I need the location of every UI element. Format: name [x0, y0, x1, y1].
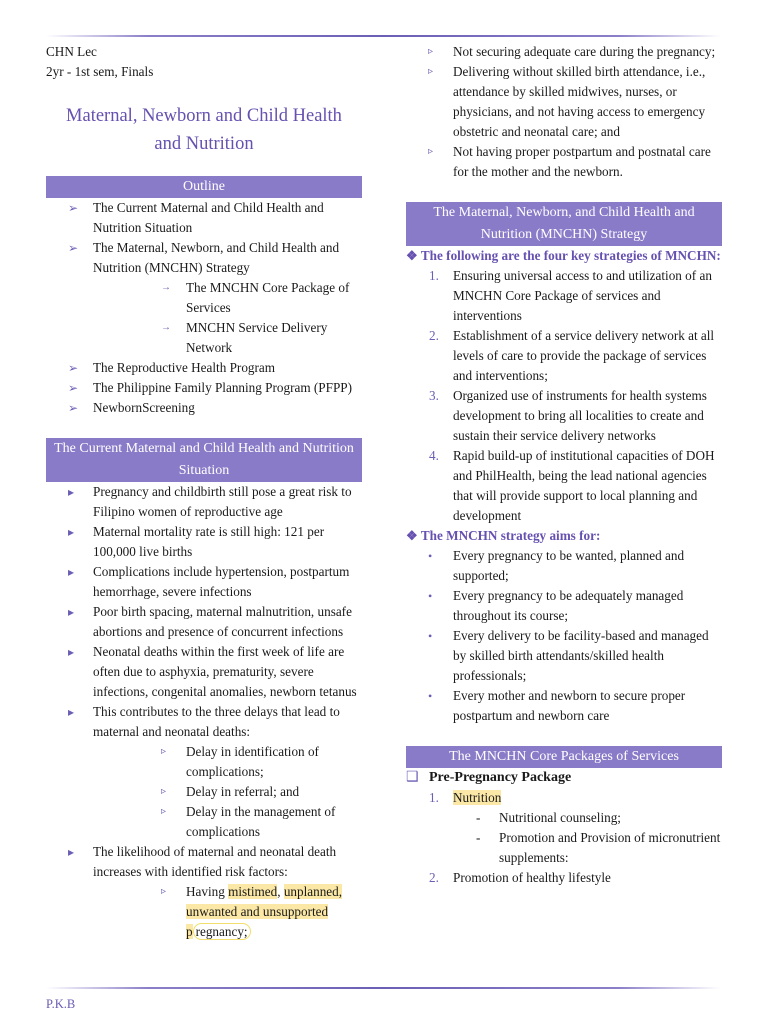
triangle-bullet-icon: ▸: [68, 705, 75, 719]
checkbox-icon: ❑: [406, 770, 419, 785]
package-title: ❑ Pre-Pregnancy Package: [406, 768, 722, 788]
delay-item: ▹ Delay in the management of complications: [161, 804, 336, 839]
triangle-bullet-icon: ▸: [68, 485, 75, 499]
situation-bullet: ▸ Poor birth spacing, maternal malnutrition, unsafe abortions and presence of concurrent infections: [68, 604, 352, 639]
aims-intro: ❖ The MNCHN strategy aims for:: [406, 528, 601, 543]
strategy-item: 4. Rapid build-up of institutional capacities of DOH and PhilHealth, being the lead national agencies that will provide support to local planning and development: [429, 448, 715, 523]
footer-initials: P.K.B: [46, 997, 76, 1011]
hollow-triangle-icon: ▹: [428, 46, 434, 57]
triangle-bullet-icon: ▸: [68, 565, 75, 579]
outline-subitem: → The MNCHN Core Package of Services: [161, 280, 350, 315]
diamond-bullet-icon: ❖: [406, 528, 421, 543]
top-rule: [46, 35, 720, 37]
hollow-triangle-icon: ▹: [428, 66, 434, 77]
triangle-bullet-icon: ▸: [68, 525, 75, 539]
strategy-heading: The Maternal, Newborn, and Child Health and Nutrition (MNCHN) Strategy: [406, 202, 722, 246]
situation-bullet: ▸ Complications include hypertension, postpartum hemorrhage, severe infections: [68, 564, 350, 599]
risk-continued-list: [360, 42, 722, 182]
hollow-triangle-icon: ▹: [161, 786, 167, 797]
outline-subitem: → MNCHN Service Delivery Network: [161, 320, 328, 355]
core-subitem: - Nutritional counseling;: [476, 810, 621, 825]
hollow-triangle-icon: ▹: [161, 886, 167, 897]
situation-bullet: ▸ Maternal mortality rate is still high: 121 per 100,000 live births: [68, 524, 325, 559]
situation-bullet: ▸ Pregnancy and childbirth still pose a great risk to Filipino women of reproductive age: [68, 484, 352, 519]
dot-bullet-icon: •: [428, 629, 433, 643]
situation-heading: The Current Maternal and Child Health and Nutrition Situation: [46, 438, 362, 482]
bottom-rule: [46, 987, 720, 989]
course-label: CHN Lec: [46, 44, 97, 59]
core-item: 1. Nutrition - Nutritional counseling; - Promotion and Provision of micronutrient supplements:: [406, 788, 722, 868]
outline-item: ➢ The Reproductive Health Program: [46, 358, 362, 378]
delay-item: ▹ Delay in referral; and: [93, 782, 362, 802]
right-column: [406, 42, 722, 888]
strategy-intro: ❖ The following are the four key strategies of MNCHN:: [406, 248, 721, 263]
core-item: 2. Promotion of healthy lifestyle: [429, 870, 611, 885]
core-subitem: - Promotion and Provision of micronutrient supplements:: [476, 830, 721, 865]
situation-list: [46, 482, 362, 942]
aim-item: • Every pregnancy to be adequately managed throughout its course;: [428, 588, 684, 623]
dot-bullet-icon: •: [428, 589, 433, 603]
strategy-item: 1. Ensuring universal access to and utilization of an MNCHN Core Package of services and interventions: [429, 268, 712, 323]
core-list: [406, 788, 722, 888]
arrow-icon: ➢: [68, 361, 79, 375]
outline-item: ➢ The Philippine Family Planning Program (PFPP): [46, 378, 362, 398]
outline-list: [46, 198, 362, 418]
outline-heading: Outline: [46, 176, 362, 198]
arrow-icon: ➢: [68, 401, 79, 415]
arrow-icon: ➢: [68, 241, 79, 255]
aim-item: • Every mother and newborn to secure proper postpartum and newborn care: [428, 688, 686, 723]
risk-item: ▹ Delivering without skilled birth attendance, i.e., attendance by skilled midwives, nurses, or physicians, and not having access to emergency obstetric and neonatal care; and: [428, 64, 706, 139]
situation-bullet: ▸ Neonatal deaths within the first week of life are often due to asphyxia, prematurity, severe infections, congenital anomalies, newborn tetanus: [68, 644, 357, 699]
hollow-triangle-icon: ▹: [428, 146, 434, 157]
triangle-bullet-icon: ▸: [68, 645, 75, 659]
risk-item: ▹ Having mistimed, unplanned, unwanted and unsupported p regnancy;: [161, 884, 343, 939]
hollow-triangle-icon: ▹: [161, 746, 167, 757]
hollow-triangle-icon: ▹: [161, 806, 167, 817]
core-heading: The MNCHN Core Packages of Services: [406, 746, 722, 768]
diamond-bullet-icon: ❖: [406, 248, 421, 263]
situation-bullet: ▸ This contributes to the three delays that lead to maternal and neonatal deaths: ▹ Delay in identification of complications; ▹ Delay in referral; and ▹ Delay in the management of complications: [46, 702, 362, 842]
strategy-item: 2. Establishment of a service delivery network at all levels of care to provide the package of services and interventions;: [429, 328, 715, 383]
outline-item: ➢ The Maternal, Newborn, and Child Health and Nutrition (MNCHN) Strategy → The MNCHN Core Package of Services → MNCHN Service Delivery Network: [46, 238, 362, 358]
aim-item: • Every pregnancy to be wanted, planned and supported;: [428, 548, 685, 583]
aim-item: • Every delivery to be facility-based and managed by skilled birth attendants/skilled health professionals;: [428, 628, 709, 683]
triangle-bullet-icon: ▸: [68, 605, 75, 619]
risk-item: ▹ Not having proper postpartum and postnatal care for the mother and the newborn.: [428, 144, 711, 179]
situation-bullet: ▸ The likelihood of maternal and neonatal death increases with identified risk factors: ▹ Having mistimed, unplanned, unwanted and unsupported p regnancy;: [46, 842, 362, 942]
strategy-list: [406, 266, 722, 526]
arrow-icon: ➢: [68, 201, 79, 215]
dash-arrow-icon: →: [161, 322, 171, 333]
document-title: Maternal, Newborn and Child Health and Nutrition: [66, 106, 342, 154]
risk-item: ▹ Not securing adequate care during the pregnancy;: [360, 42, 722, 62]
outline-item: ➢ The Current Maternal and Child Health and Nutrition Situation: [68, 200, 324, 235]
highlight-mistimed: mistimed: [228, 884, 278, 899]
outline-item: ➢ NewbornScreening: [46, 398, 362, 418]
term-label: 2yr - 1st sem, Finals: [46, 64, 154, 79]
strategy-item: 3. Organized use of instruments for health systems development to bring all localities to create and sustain their service delivery networks: [429, 388, 707, 443]
highlight-nutrition: Nutrition: [453, 790, 502, 805]
dot-bullet-icon: •: [428, 689, 433, 703]
circled-text: regnancy;: [193, 923, 251, 940]
triangle-bullet-icon: ▸: [68, 845, 75, 859]
left-column: [46, 42, 362, 942]
highlight-unplanned: unplanned, unwanted and unsupported p: [186, 884, 343, 939]
dash-arrow-icon: →: [161, 282, 171, 293]
arrow-icon: ➢: [68, 381, 79, 395]
dot-bullet-icon: •: [428, 549, 433, 563]
aims-list: [406, 546, 722, 726]
delay-item: ▹ Delay in identification of complications;: [161, 744, 319, 779]
